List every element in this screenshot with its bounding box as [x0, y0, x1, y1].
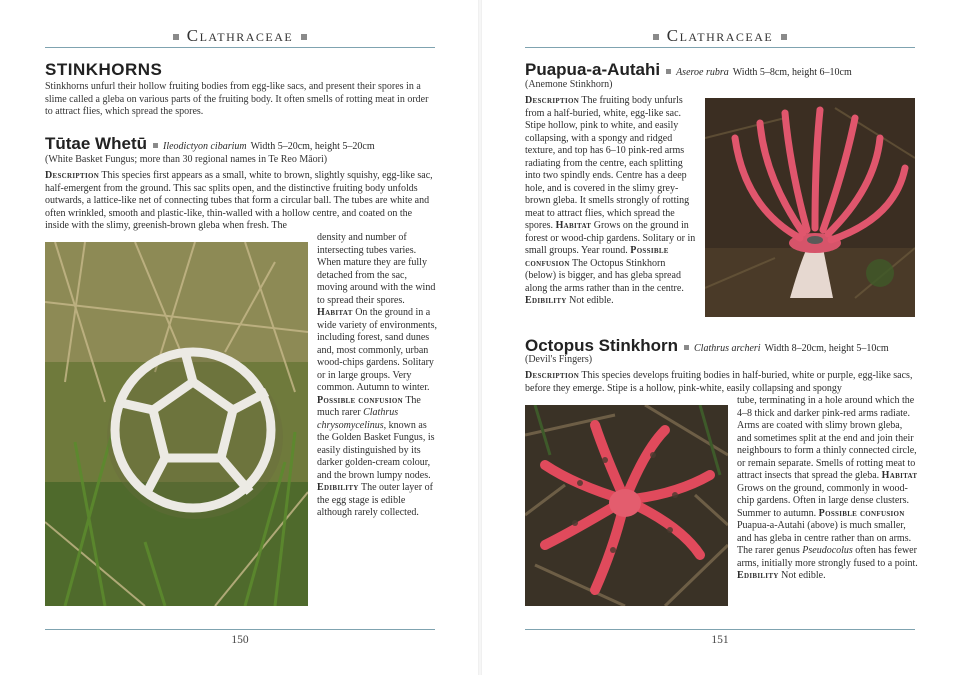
edibility-label: Edibility [317, 482, 359, 493]
description-label: Description [525, 370, 580, 381]
description-full [525, 370, 917, 395]
habitat-text: Grows on the ground in forest or wood-chip gardens. Solitary or in small groups. Year round. [525, 220, 696, 256]
running-head-right [525, 26, 915, 46]
habitat-label: Habitat [555, 220, 592, 231]
common-name: (White Basket Fungus; more than 30 regional names in Te Reo Māori) [45, 154, 328, 165]
confusion-label: Possible confusion [818, 507, 905, 519]
description-full [45, 170, 437, 233]
square-bullet-icon [173, 34, 179, 40]
species-size: Width 5–20cm, height 5–20cm [250, 141, 375, 152]
species-size: Width 8–20cm, height 5–10cm [764, 343, 889, 354]
confusion-label: Possible confusion [317, 394, 403, 406]
species-latin: Aseroe rubra [676, 67, 729, 78]
confusion-label: Possible confusion [525, 245, 669, 269]
confusion-pre: The much rarer [317, 394, 421, 418]
edibility-label: Edibility [737, 570, 779, 581]
species-name: Octopus Stinkhorn [525, 336, 678, 355]
confusion-post: , known as the Golden Basket Fungus, is easily distinguished by its darker golden-cream colour, and the brown lumpy nodes. [317, 419, 435, 481]
common-name: (Devil's Fingers) [525, 354, 593, 365]
anemone-stinkhorn-photo [705, 98, 915, 317]
species-latin: Ileodictyon cibarium [163, 141, 247, 152]
edibility-text: Not edible. [781, 570, 826, 581]
page-number: 150 [231, 634, 249, 646]
edibility-label: Edibility [525, 295, 567, 306]
habitat-text: On the ground in a wide variety of environments, including forest, sand dunes and, most commonly, urban wood-chips gardens. Solitary or in large groups. Very common. Autumn to winter. [317, 307, 437, 393]
running-head-left [45, 26, 435, 46]
confusion-text: The Octopus Stinkhorn (below) is bigger, and has gleba spread along the arms rather than in the centre. [525, 257, 684, 294]
common-name: (Anemone Stinkhorn) [525, 79, 613, 90]
confusion-latin: Clathrus chrysomycelinus [317, 407, 399, 431]
basket-fungus-photo [45, 242, 308, 606]
description-label: Description [45, 170, 100, 181]
description-continued: tube, terminating in a hole around which the 4–8 thick and darker pink-red arms radiate. Arms are coated with slimy brown gleba, and sometimes split at the end and join their neighbours to form a thinly connected circle, or remain separate. Smells of rotting meat to attract insects that spread the gleba. [737, 395, 917, 481]
description-text: This species first appears as a small, white to brown, slightly squishy, egg-like sac, half-emergent from the ground. This sac splits open, and the distinctive fruiting body unfolds outwards, a lattice-like net of connecting tubes that form a circular ball. The tubes are white and often wrinkled, smooth and plastic-like, thin-walled with a hollow centre, and coated on the inside with the slimy, greenish-brown gleba when fresh. The [45, 170, 433, 231]
header-rule [45, 47, 435, 48]
square-bullet-icon [684, 345, 689, 350]
habitat-label: Habitat [317, 307, 353, 318]
square-bullet-icon [653, 34, 659, 40]
octopus-stinkhorn-photo [525, 405, 728, 606]
confusion-latin: Pseudocolus [802, 545, 853, 556]
right-page [480, 0, 960, 675]
running-head-text: Clathraceae [186, 26, 294, 45]
edibility-text: The outer layer of the egg stage is edible although rarely collected. [317, 482, 433, 518]
description-text: The fruiting body unfurls from a half-buried, white, egg-like sac. Stipe hollow, pink to white, and easily collapsing, with a spongy and ridged texture, and top has 6–10 pink-red arms radiating from the centre, each splitting into two spindly ends. Centre has a deep hole, and is covered in the slimy grey-brown gleba. It smells strongly of rotting meat to attract flies, which spread the spores. [525, 95, 690, 231]
description-label: Description [525, 95, 580, 106]
description-column [317, 232, 439, 520]
species-name: Puapua-a-Autahi [525, 60, 661, 79]
square-bullet-icon [153, 143, 158, 148]
species-name: Tūtae Whetū [45, 134, 147, 153]
square-bullet-icon [781, 34, 787, 40]
footer-rule [525, 629, 915, 630]
description-continued: density and number of intersecting tubes varies. When mature they are fully detached from the sac, moving around with the wind to spread their spores. [317, 232, 436, 306]
species-size: Width 5–8cm, height 6–10cm [732, 67, 852, 78]
species-heading [45, 134, 375, 154]
habitat-label: Habitat [881, 470, 918, 481]
page-number: 151 [711, 634, 729, 646]
section-title: STINKHORNS [45, 60, 163, 79]
description-column [525, 95, 697, 308]
description-column [737, 395, 919, 583]
species-heading [525, 336, 889, 356]
header-rule [525, 47, 915, 48]
square-bullet-icon [301, 34, 307, 40]
description-text: This species develops fruiting bodies in half-buried, white or purple, egg-like sacs, before they emerge. Stipe is a hollow, pink-white, easily collapsing and spongy [525, 370, 913, 394]
square-bullet-icon [666, 69, 671, 74]
species-latin: Clathrus archeri [694, 343, 761, 354]
edibility-text: Not edible. [569, 295, 614, 306]
running-head-text: Clathraceae [666, 26, 774, 45]
section-intro: Stinkhorns unfurl their hollow fruiting bodies from egg-like sacs, and present their spores in a slime called a gleba on various parts of the fruiting body. It often smells of rotting meat in order to attract flies, which spread the spores. [45, 81, 429, 117]
species-heading [525, 60, 852, 80]
habitat-text: Grows on the ground, commonly in wood-chip gardens. Often in large dense clusters. Summer to autumn. [737, 482, 909, 519]
footer-rule [45, 629, 435, 630]
confusion-pre: Puapua-a-Autahi (above) is much smaller, and has gleba in centre rather than on arms. The rarer genus [737, 520, 912, 556]
confusion-post: often has fewer arms, initially more strongly fused to a point. [737, 545, 918, 569]
